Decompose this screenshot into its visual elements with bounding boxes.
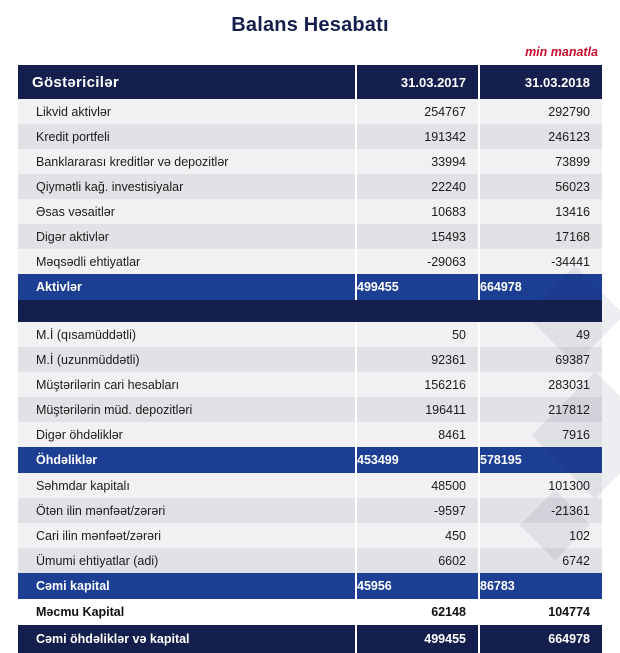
liabilities-total-row — [18, 447, 602, 473]
row-value-1: 62148 — [356, 599, 479, 625]
row-value-1: 453499 — [356, 447, 479, 473]
row-value-1: 196411 — [356, 397, 479, 422]
table-row — [18, 224, 602, 249]
row-label: Likvid aktivlər — [18, 99, 356, 124]
row-value-1: -9597 — [356, 498, 479, 523]
row-value-2: 49 — [479, 322, 602, 347]
row-label: Məcmu Kapital — [18, 599, 356, 625]
row-label: Öhdəliklər — [18, 447, 356, 473]
row-value-2: 101300 — [479, 473, 602, 498]
row-value-2: 292790 — [479, 99, 602, 124]
row-value-1: 156216 — [356, 372, 479, 397]
table-row — [18, 548, 602, 573]
row-value-1: 22240 — [356, 174, 479, 199]
row-label: Banklararası kreditlər və depozitlər — [18, 149, 356, 174]
row-value-2: 104774 — [479, 599, 602, 625]
row-value-2: 56023 — [479, 174, 602, 199]
assets-total-row — [18, 274, 602, 300]
table-row — [18, 322, 602, 347]
row-value-1: 499455 — [356, 625, 479, 653]
row-value-1: 8461 — [356, 422, 479, 447]
table-row — [18, 498, 602, 523]
header-col-2: 31.03.2018 — [479, 65, 602, 99]
table-header-row — [18, 65, 602, 99]
table-row — [18, 397, 602, 422]
table-row — [18, 99, 602, 124]
row-label: Qiymətli kağ. investisiyalar — [18, 174, 356, 199]
row-value-1: 45956 — [356, 573, 479, 599]
row-value-1: 92361 — [356, 347, 479, 372]
row-value-2: 102 — [479, 523, 602, 548]
balance-table — [18, 65, 602, 653]
row-value-2: -21361 — [479, 498, 602, 523]
row-label: M.İ (qısamüddətli) — [18, 322, 356, 347]
row-label: Cəmi kapital — [18, 573, 356, 599]
row-label: M.İ (uzunmüddətli) — [18, 347, 356, 372]
page-title: Balans Hesabatı — [231, 14, 389, 36]
row-label: Müştərilərin cari hesabları — [18, 372, 356, 397]
row-value-2: 664978 — [479, 274, 602, 300]
row-label: Digər aktivlər — [18, 224, 356, 249]
row-value-2: 69387 — [479, 347, 602, 372]
capital-total-row — [18, 573, 602, 599]
row-label: Cəmi öhdəliklər və kapital — [18, 625, 356, 653]
grand-total-row — [18, 625, 602, 653]
row-value-1: 10683 — [356, 199, 479, 224]
row-value-1: 48500 — [356, 473, 479, 498]
row-label: Ötən ilin mənfəət/zərəri — [18, 498, 356, 523]
section-divider — [18, 300, 602, 322]
row-value-2: 86783 — [479, 573, 602, 599]
table-row — [18, 473, 602, 498]
row-label: Ümumi ehtiyatlar (adi) — [18, 548, 356, 573]
row-value-2: 283031 — [479, 372, 602, 397]
row-label: Səhmdar kapitalı — [18, 473, 356, 498]
row-value-2: 246123 — [479, 124, 602, 149]
row-value-1: 191342 — [356, 124, 479, 149]
row-label: Aktivlər — [18, 274, 356, 300]
row-value-1: 450 — [356, 523, 479, 548]
row-label: Müştərilərin müd. depozitləri — [18, 397, 356, 422]
row-value-2: 6742 — [479, 548, 602, 573]
row-label: Digər öhdəliklər — [18, 422, 356, 447]
row-label: Məqsədli ehtiyatlar — [18, 249, 356, 274]
table-row — [18, 422, 602, 447]
row-value-1: 50 — [356, 322, 479, 347]
header-label: Göstəricilər — [18, 65, 356, 99]
table-row — [18, 199, 602, 224]
table-row — [18, 124, 602, 149]
row-value-1: 6602 — [356, 548, 479, 573]
row-value-2: 7916 — [479, 422, 602, 447]
row-value-2: 217812 — [479, 397, 602, 422]
table-row — [18, 249, 602, 274]
row-label: Kredit portfeli — [18, 124, 356, 149]
row-value-2: 578195 — [479, 447, 602, 473]
row-value-1: 254767 — [356, 99, 479, 124]
row-value-2: 17168 — [479, 224, 602, 249]
row-label: Cari ilin mənfəət/zərəri — [18, 523, 356, 548]
row-value-1: 499455 — [356, 274, 479, 300]
row-value-2: 73899 — [479, 149, 602, 174]
units-note: min manatla — [525, 45, 598, 59]
table-row — [18, 174, 602, 199]
row-value-2: -34441 — [479, 249, 602, 274]
row-label: Əsas vəsaitlər — [18, 199, 356, 224]
table-row — [18, 523, 602, 548]
table-row — [18, 347, 602, 372]
table-row — [18, 149, 602, 174]
grand-capital-row — [18, 599, 602, 625]
table-row — [18, 372, 602, 397]
row-value-2: 664978 — [479, 625, 602, 653]
header-col-1: 31.03.2017 — [356, 65, 479, 99]
row-value-1: -29063 — [356, 249, 479, 274]
row-value-1: 15493 — [356, 224, 479, 249]
row-value-2: 13416 — [479, 199, 602, 224]
row-value-1: 33994 — [356, 149, 479, 174]
